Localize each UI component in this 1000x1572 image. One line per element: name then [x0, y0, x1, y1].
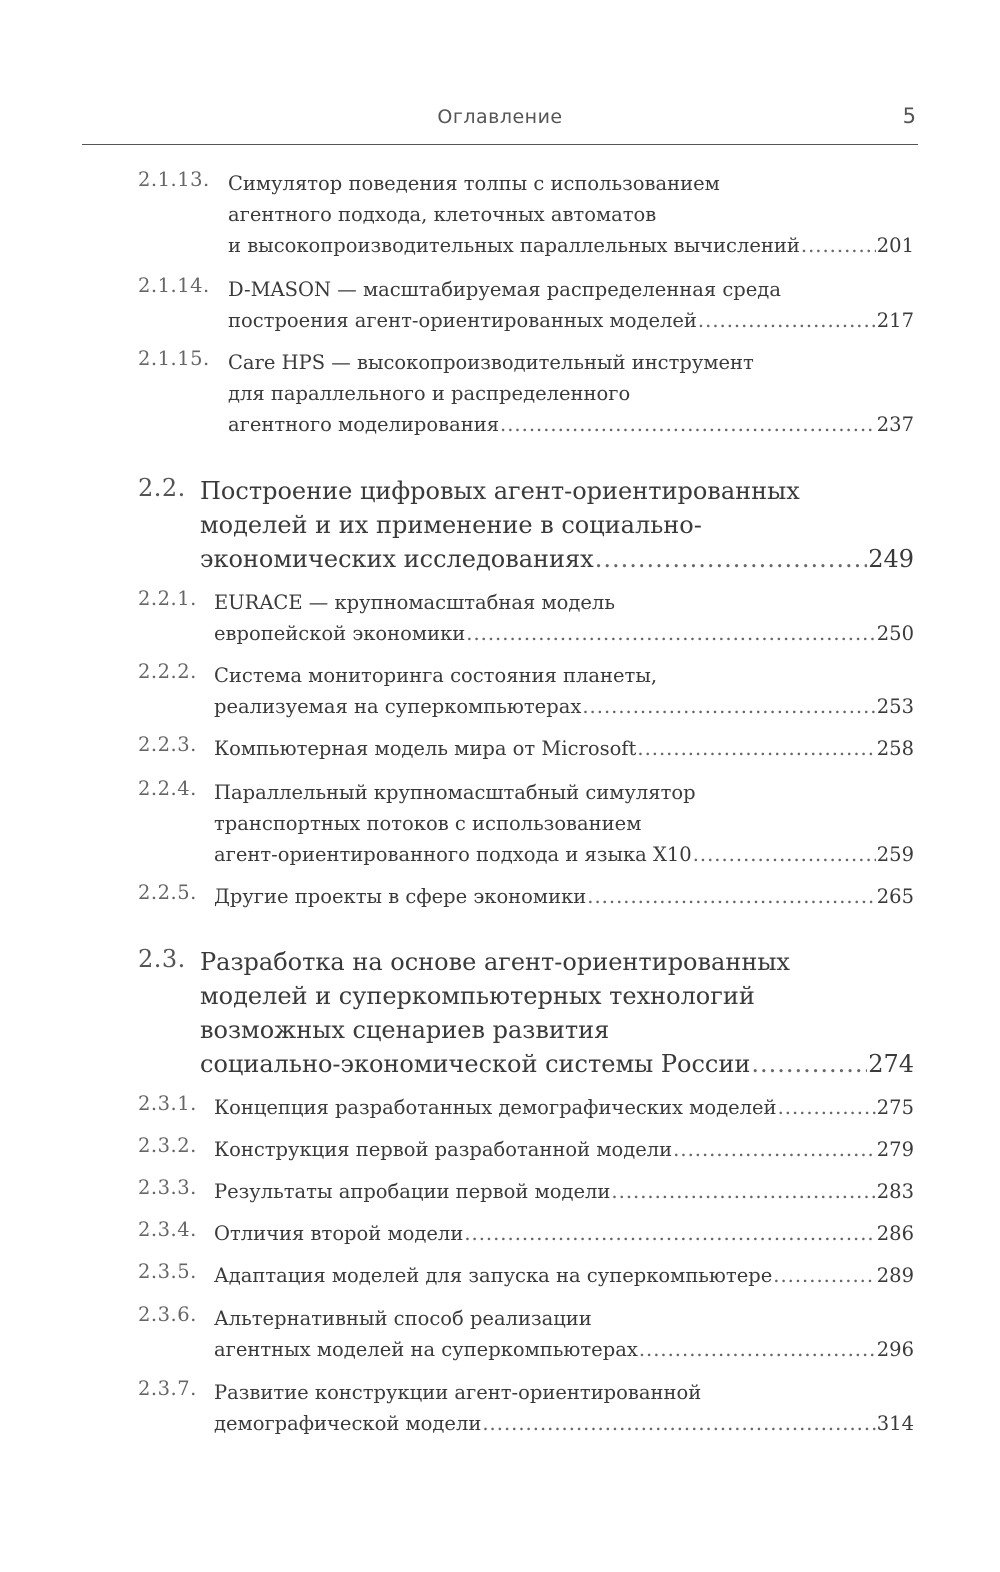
toc-entry-title-line: Care HPS — высокопроизводительный инструмент — [228, 351, 754, 374]
toc-entry-title-line: построения агент-ориентированных моделей — [228, 309, 697, 332]
toc-entry-number: 2.3.3. — [138, 1176, 197, 1199]
toc-entry-title-line: Адаптация моделей для запуска на суперкомпьютере — [214, 1264, 773, 1287]
toc-entry-number: 2.3.1. — [138, 1092, 197, 1115]
toc-entry-title-line: моделей и суперкомпьютерных технологий — [200, 982, 755, 1010]
toc-entry-number: 2.2. — [138, 474, 186, 502]
toc-entry-title-line: агентных моделей на суперкомпьютерах — [214, 1338, 638, 1361]
dot-leader — [637, 733, 875, 764]
toc-entry-number: 2.2.3. — [138, 733, 197, 756]
toc-entry-title-line: возможных сценариев развития — [200, 1016, 610, 1044]
toc-entry-page: 279 — [876, 1138, 914, 1161]
toc-entry-number: 2.1.13. — [138, 168, 210, 191]
toc-entry-title-line: EURACE — крупномасштабная модель — [214, 591, 615, 614]
dot-leader — [801, 230, 876, 261]
dot-leader — [773, 1260, 876, 1291]
toc-entry-page: 286 — [876, 1222, 914, 1245]
toc-entry-title-line: Результаты апробации первой модели — [214, 1180, 611, 1203]
toc-entry-number: 2.3.7. — [138, 1377, 197, 1400]
header-page-number: 5 — [902, 104, 916, 128]
toc-entry-title-line: агент-ориентированного подхода и языка X10 — [214, 843, 692, 866]
dot-leader — [751, 1047, 867, 1081]
toc-entry-title-line: Другие проекты в сфере экономики — [214, 885, 587, 908]
toc-entry-title-line: реализуемая на суперкомпьютерах — [214, 695, 582, 718]
toc-entry-title-line: демографической модели — [214, 1412, 482, 1435]
toc-entry-page: 296 — [876, 1338, 914, 1361]
toc-entry-page: 201 — [876, 234, 914, 257]
toc-entry-title-line: агентного подхода, клеточных автоматов — [228, 203, 657, 226]
toc-entry-page: 274 — [868, 1050, 914, 1078]
toc-entry-number: 2.2.2. — [138, 660, 197, 683]
toc-entry-page: 237 — [876, 413, 914, 436]
toc-entry-title-line: и высокопроизводительных параллельных вычислений — [228, 234, 800, 257]
toc-entry-number: 2.3.4. — [138, 1218, 197, 1241]
dot-leader — [587, 881, 875, 912]
toc-entry-number: 2.1.15. — [138, 347, 210, 370]
dot-leader — [482, 1408, 875, 1439]
header-title: Оглавление — [437, 106, 563, 128]
dot-leader — [466, 618, 876, 649]
toc-entry-page: 253 — [876, 695, 914, 718]
toc-entry-title-line: транспортных потоков с использованием — [214, 812, 642, 835]
dot-leader — [611, 1176, 875, 1207]
dot-leader — [778, 1092, 876, 1123]
dot-leader — [673, 1134, 876, 1165]
toc-entry-title-line: для параллельного и распределенного — [228, 382, 631, 405]
dot-leader — [693, 839, 876, 870]
dot-leader — [500, 409, 876, 440]
toc-entry-title-line: Отличия второй модели — [214, 1222, 464, 1245]
toc-entry-title-line: D-MASON — масштабируемая распределенная среда — [228, 278, 781, 301]
toc-entry-number: 2.3. — [138, 945, 186, 973]
toc-entry-title-line: Концепция разработанных демографических моделей — [214, 1096, 777, 1119]
toc-entry-title-line: моделей и их применение в социально- — [200, 511, 702, 539]
toc-entry-number: 2.1.14. — [138, 274, 210, 297]
toc-entry-title-line: Построение цифровых агент-ориентированных — [200, 477, 800, 505]
dot-leader — [582, 691, 875, 722]
dot-leader — [464, 1218, 875, 1249]
toc-entry-number: 2.3.2. — [138, 1134, 197, 1157]
toc-entry-number: 2.2.4. — [138, 777, 197, 800]
toc-entry-page: 289 — [876, 1264, 914, 1287]
dot-leader — [639, 1334, 876, 1365]
toc-entry-title-line: Разработка на основе агент-ориентированных — [200, 948, 790, 976]
toc-entry-page: 259 — [876, 843, 914, 866]
toc-entry-number: 2.3.6. — [138, 1303, 197, 1326]
toc-entry-number: 2.3.5. — [138, 1260, 197, 1283]
toc-entry-title-line: экономических исследованиях — [200, 545, 594, 573]
toc-entry-page: 283 — [876, 1180, 914, 1203]
toc-entry-page: 217 — [876, 309, 914, 332]
running-header — [82, 104, 918, 145]
toc-entry-title-line: Конструкция первой разработанной модели — [214, 1138, 673, 1161]
dot-leader — [595, 542, 867, 576]
toc-entry-title-line: Альтернативный способ реализации — [214, 1307, 592, 1330]
toc-entry-page: 249 — [868, 545, 914, 573]
toc-entry-title-line: Симулятор поведения толпы с использованием — [228, 172, 720, 195]
toc-entry-page: 275 — [876, 1096, 914, 1119]
toc-entry-title-line: Параллельный крупномасштабный симулятор — [214, 781, 696, 804]
toc-entry-page: 265 — [876, 885, 914, 908]
toc-entry-title-line: Развитие конструкции агент-ориентированной — [214, 1381, 702, 1404]
toc-entry-number: 2.2.1. — [138, 587, 197, 610]
toc-entry-title-line: агентного моделирования — [228, 413, 500, 436]
toc-entry-page: 258 — [876, 737, 914, 760]
toc-entry-title-line: Система мониторинга состояния планеты, — [214, 664, 658, 687]
toc-entry-number: 2.2.5. — [138, 881, 197, 904]
toc-entry-page: 314 — [876, 1412, 914, 1435]
toc-entry-title-line: европейской экономики — [214, 622, 466, 645]
dot-leader — [698, 305, 876, 336]
toc-entry-title-line: Компьютерная модель мира от Microsoft — [214, 737, 637, 760]
toc-entry-page: 250 — [876, 622, 914, 645]
toc-entry-title-line: социально-экономической системы России — [200, 1050, 751, 1078]
